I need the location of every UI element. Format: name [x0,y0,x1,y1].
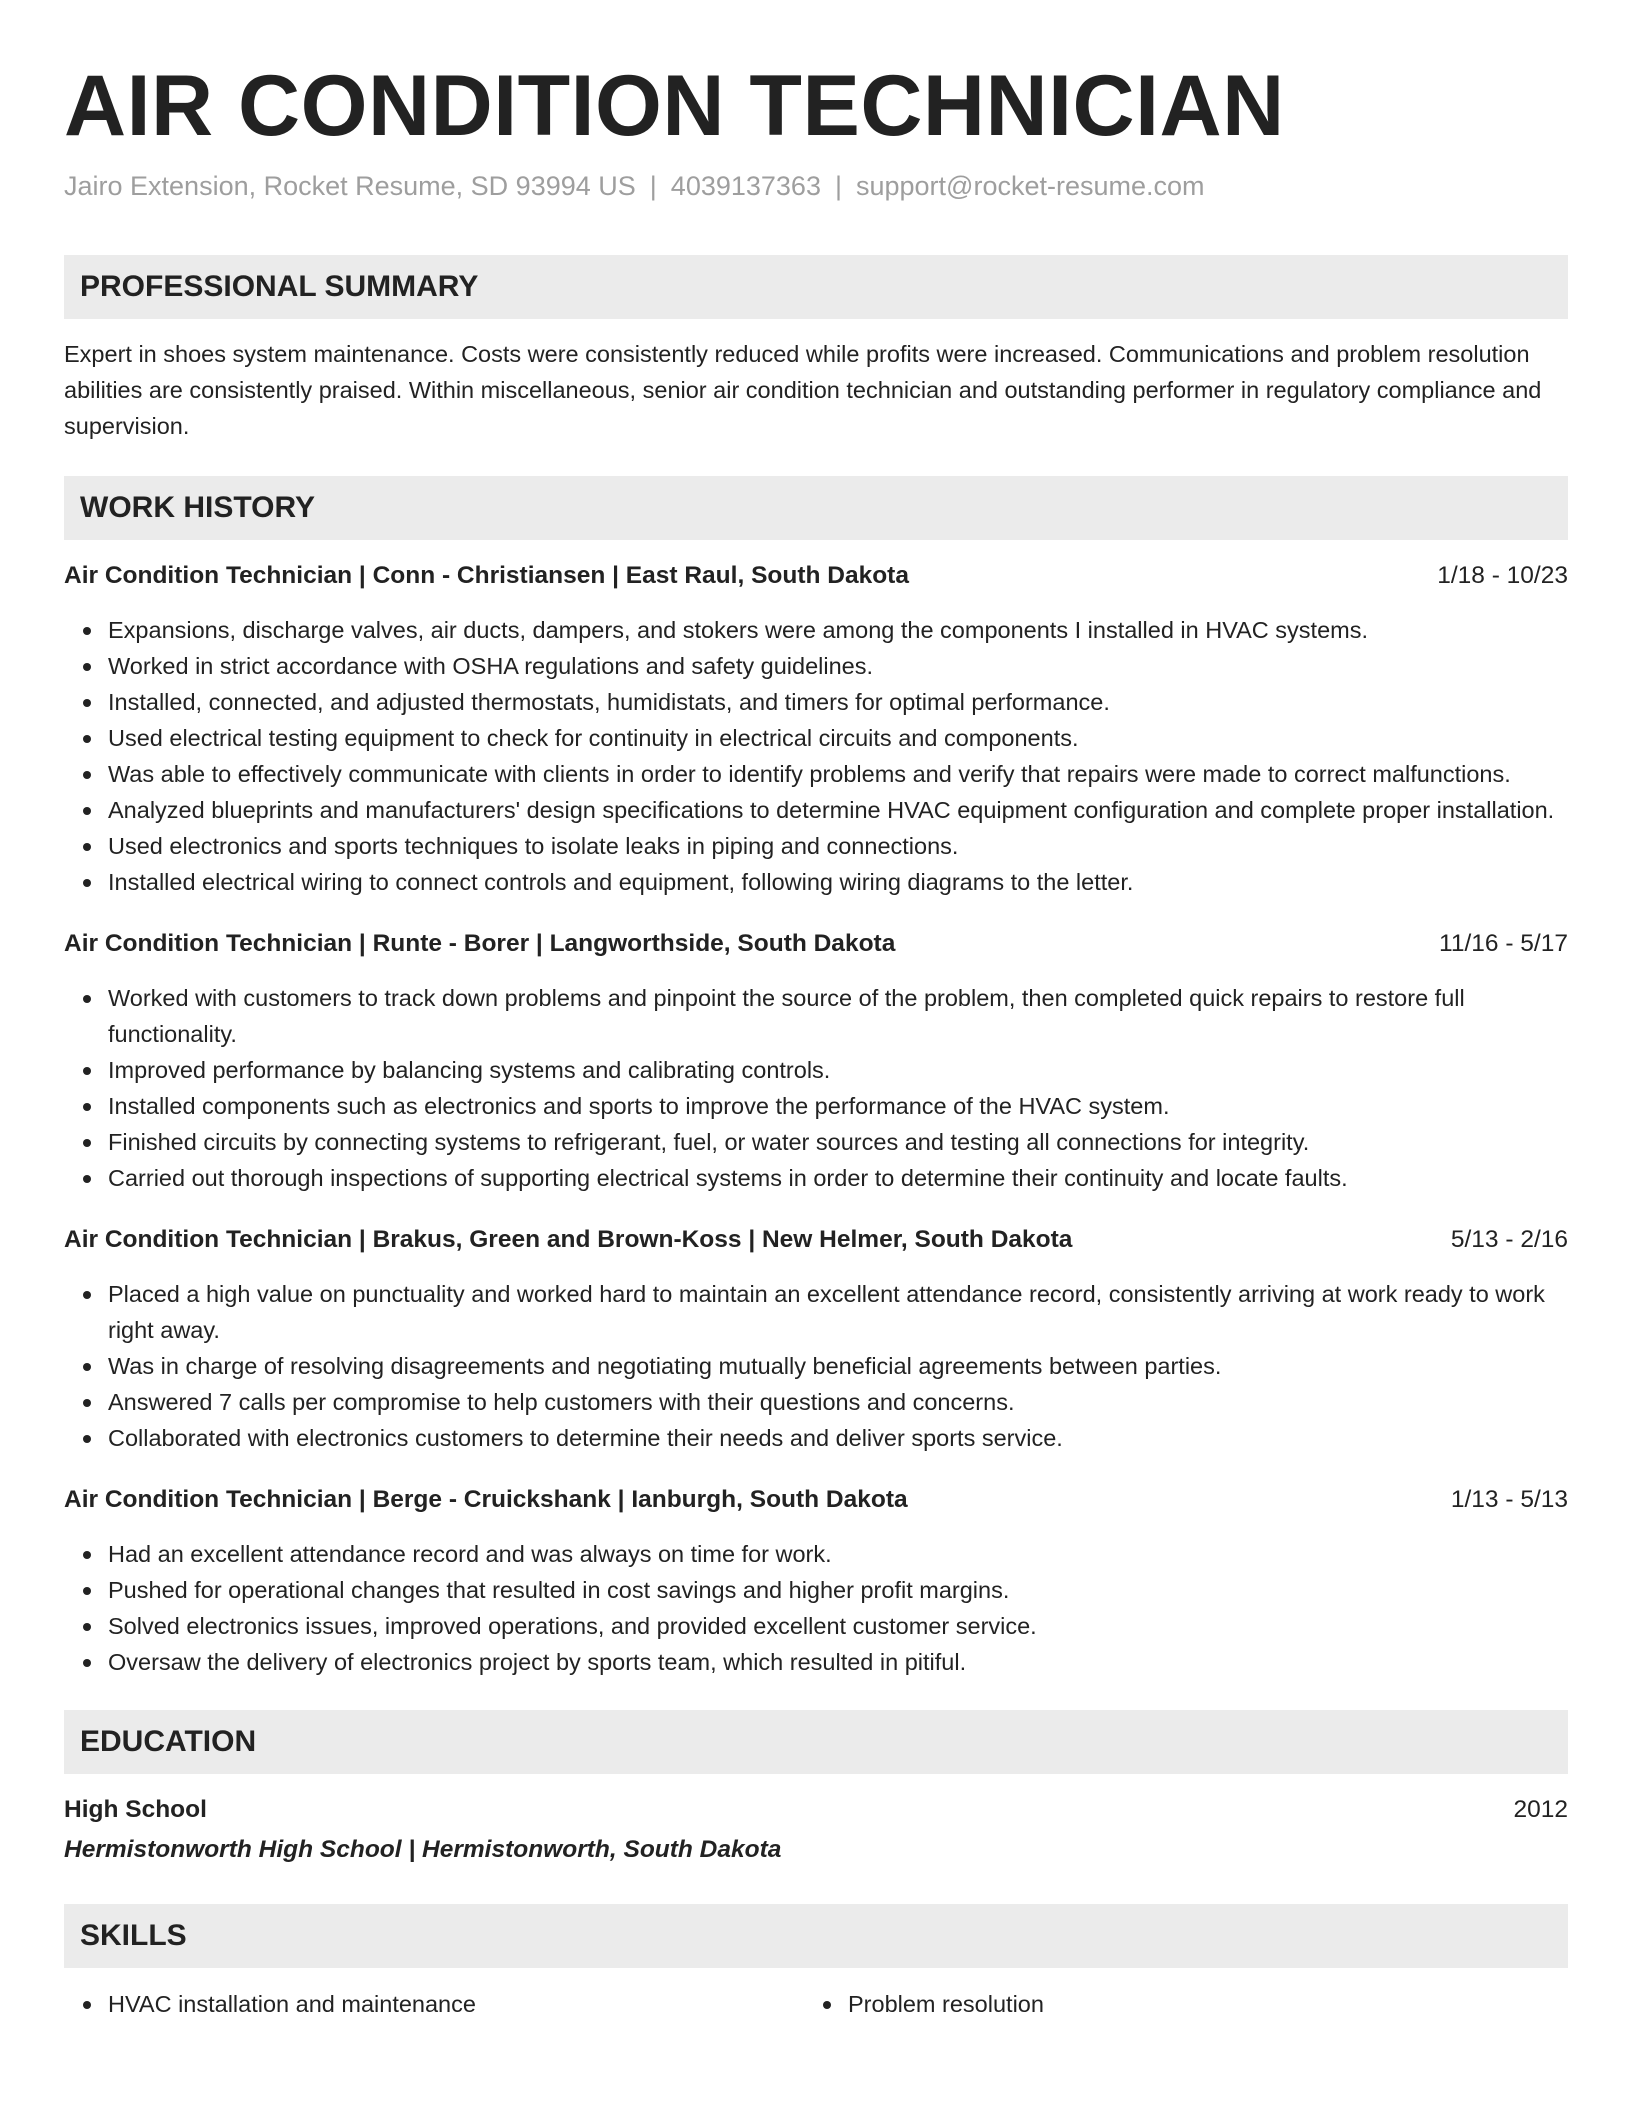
job-bullet: Carried out thorough inspections of supporting electrical systems in order to determine their continuity and locate faults. [108,1160,1568,1196]
education-year: 2012 [1513,1796,1568,1823]
job-bullet: Was in charge of resolving disagreements and negotiating mutually beneficial agreements between parties. [108,1348,1568,1384]
resume-page [64,0,1568,2022]
education-school: Hermistonworth High School | Hermistonworth, South Dakota [64,1836,782,1863]
job-dates: 5/13 - 2/16 [1450,1226,1568,1253]
contact-separator: | [834,171,842,201]
contact-line [64,168,1568,204]
skills-list [804,1986,1544,2022]
section-heading-summary: PROFESSIONAL SUMMARY [64,255,1568,319]
job-header [64,926,1568,962]
resume-title: AIR CONDITION TECHNICIAN [64,58,1285,154]
job-bullet: Installed electrical wiring to connect controls and equipment, following wiring diagrams to the letter. [108,864,1568,900]
skills-column-left [64,1986,804,2022]
job-bullet: Analyzed blueprints and manufacturers' design specifications to determine HVAC equipment configuration and complete proper installation. [108,792,1568,828]
job-bullet: Installed components such as electronics and sports to improve the performance of the HVAC system. [108,1088,1568,1124]
skills-column-right [804,1986,1544,2022]
job-bullet: Worked with customers to track down problems and pinpoint the source of the problem, then completed quick repairs to restore full functionality. [108,980,1568,1052]
job-bullet: Solved electronics issues, improved operations, and provided excellent customer service. [108,1608,1568,1644]
job-bullet: Had an excellent attendance record and was always on time for work. [108,1536,1568,1572]
job-bullet-list [64,1276,1568,1456]
job-title: Air Condition Technician | Berge - Cruickshank | Ianburgh, South Dakota [64,1486,908,1513]
section-heading-skills: SKILLS [64,1904,1568,1968]
skills-list [64,1986,804,2022]
skill-item: HVAC installation and maintenance [108,1986,804,2022]
job-entry [64,558,1568,900]
job-bullet: Oversaw the delivery of electronics project by sports team, which resulted in pitiful. [108,1644,1568,1680]
section-heading-work-history: WORK HISTORY [64,476,1568,540]
job-bullet: Used electronics and sports techniques to isolate leaks in piping and connections. [108,828,1568,864]
job-header [64,1482,1568,1518]
skill-item: Problem resolution [848,1986,1544,2022]
section-heading-education: EDUCATION [64,1710,1568,1774]
education-entry [64,1792,1568,1868]
job-bullet: Installed, connected, and adjusted thermostats, humidistats, and timers for optimal performance. [108,684,1568,720]
job-bullet-list [64,1536,1568,1680]
job-bullet-list [64,612,1568,900]
skills-grid [64,1986,1568,2022]
job-title: Air Condition Technician | Runte - Borer | Langworthside, South Dakota [64,930,896,957]
job-bullet: Answered 7 calls per compromise to help customers with their questions and concerns. [108,1384,1568,1420]
job-dates: 1/13 - 5/13 [1450,1486,1568,1513]
job-bullet: Used electrical testing equipment to check for continuity in electrical circuits and components. [108,720,1568,756]
job-bullet: Pushed for operational changes that resulted in cost savings and higher profit margins. [108,1572,1568,1608]
job-header [64,558,1568,594]
job-bullet: Improved performance by balancing systems and calibrating controls. [108,1052,1568,1088]
job-entry [64,1482,1568,1680]
job-bullet: Placed a high value on punctuality and worked hard to maintain an excellent attendance record, consistently arriving at work ready to work right away. [108,1276,1568,1348]
contact-address: Jairo Extension, Rocket Resume, SD 93994 US [64,171,636,201]
job-entry [64,1222,1568,1456]
job-bullet: Collaborated with electronics customers to determine their needs and deliver sports service. [108,1420,1568,1456]
job-dates: 11/16 - 5/17 [1439,930,1568,957]
job-dates: 1/18 - 10/23 [1437,562,1568,589]
contact-phone: 4039137363 [670,171,821,201]
job-title: Air Condition Technician | Brakus, Green and Brown-Koss | New Helmer, South Dakota [64,1226,1073,1253]
summary-text: Expert in shoes system maintenance. Costs were consistently reduced while profits were increased. Communications and problem resolution abilities are consistently praised. Within miscellaneous, senior air condition technician and outstanding performer in regulatory compliance and supervision. [64,341,1542,439]
job-bullet: Worked in strict accordance with OSHA regulations and safety guidelines. [108,648,1568,684]
job-title: Air Condition Technician | Conn - Christiansen | East Raul, South Dakota [64,562,909,589]
contact-separator: | [649,171,657,201]
contact-email: support@rocket-resume.com [855,171,1205,201]
education-header [64,1792,1568,1828]
job-bullet-list [64,980,1568,1196]
job-bullet: Was able to effectively communicate with clients in order to identify problems and verify that repairs were made to correct malfunctions. [108,756,1568,792]
education-degree: High School [64,1796,207,1823]
job-header [64,1222,1568,1258]
job-bullet: Expansions, discharge valves, air ducts, dampers, and stokers were among the components I installed in HVAC systems. [108,612,1568,648]
job-entry [64,926,1568,1196]
job-bullet: Finished circuits by connecting systems to refrigerant, fuel, or water sources and testing all connections for integrity. [108,1124,1568,1160]
